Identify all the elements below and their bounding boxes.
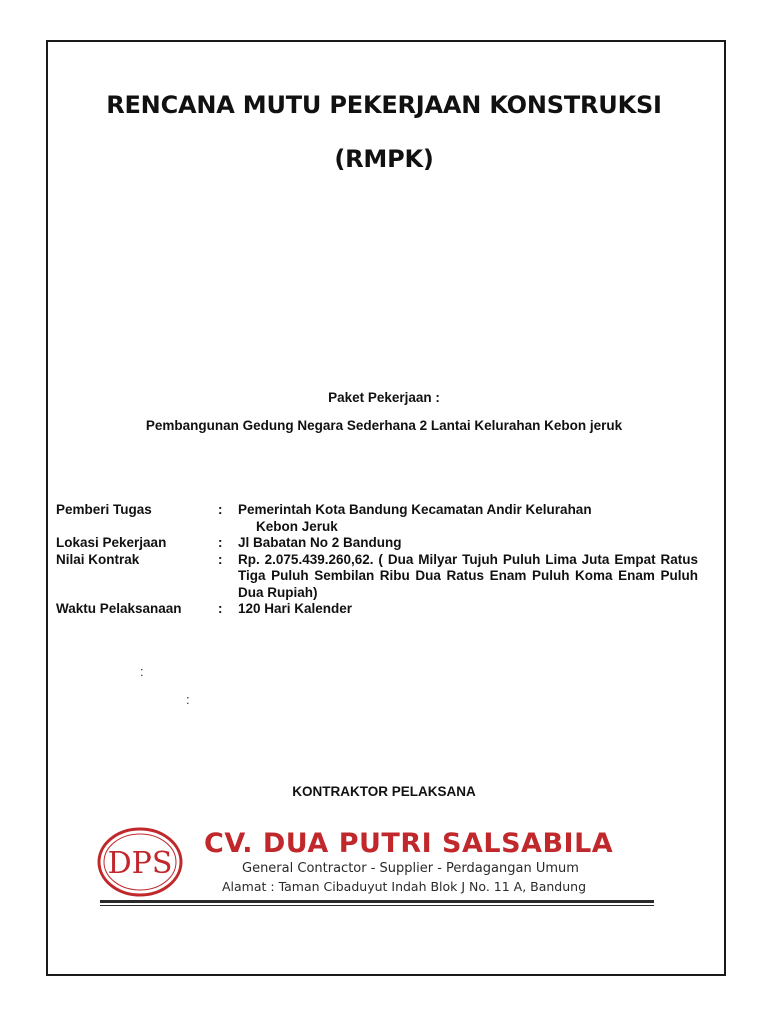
info-row-lokasi-pekerjaan [56, 535, 698, 552]
company-logo-icon [96, 826, 184, 898]
info-label: Waktu Pelaksanaan [56, 601, 182, 616]
info-value: Jl Babatan No 2 Bandung [238, 535, 402, 550]
document-title-line1: RENCANA MUTU PEKERJAAN KONSTRUKSI [106, 91, 662, 119]
info-value-line: Kebon Jeruk [256, 518, 338, 534]
info-colon: : [218, 535, 223, 550]
logo-monogram: DPS [107, 846, 173, 881]
info-colon: : [218, 502, 223, 517]
info-value: Rp. 2.075.439.260,62. ( Dua Milyar Tujuh Puluh Lima Juta Empat Ratus Tiga Puluh Sembilan Ribu Dua Ratus Enam Puluh Koma Enam Puluh Dua Rupiah) [238, 551, 698, 600]
info-row-waktu-pelaksanaan [56, 601, 698, 618]
info-colon: : [218, 601, 223, 616]
info-colon: : [218, 551, 223, 567]
info-row-nilai-kontrak [56, 552, 698, 602]
stray-colon: : [140, 664, 144, 679]
info-value: 120 Hari Kalender [238, 601, 353, 616]
info-value [238, 502, 698, 535]
paket-label: Paket Pekerjaan : [328, 390, 440, 405]
company-tagline: General Contractor - Supplier - Perdagangan Umum [242, 861, 579, 876]
paket-value: Pembangunan Gedung Negara Sederhana 2 Lantai Kelurahan Kebon jeruk [145, 418, 623, 433]
stray-colon: : [186, 692, 190, 707]
document-title-line2: (RMPK) [334, 145, 434, 173]
company-name: CV. DUA PUTRI SALSABILA [204, 828, 614, 859]
info-row-pemberi-tugas [56, 502, 698, 535]
info-label: Lokasi Pekerjaan [56, 535, 167, 550]
kontraktor-label: KONTRAKTOR PELAKSANA [292, 784, 476, 799]
info-value-line: Pemerintah Kota Bandung Kecamatan Andir Kelurahan [238, 502, 592, 517]
company-letterhead [96, 826, 656, 910]
letterhead-rule-thin [100, 905, 654, 906]
project-info-table [56, 502, 698, 618]
info-label: Nilai Kontrak [56, 551, 140, 567]
letterhead-rule-thick [100, 900, 654, 903]
company-address: Alamat : Taman Cibaduyut Indah Blok J No. 11 A, Bandung [222, 879, 587, 894]
info-label: Pemberi Tugas [56, 502, 152, 517]
